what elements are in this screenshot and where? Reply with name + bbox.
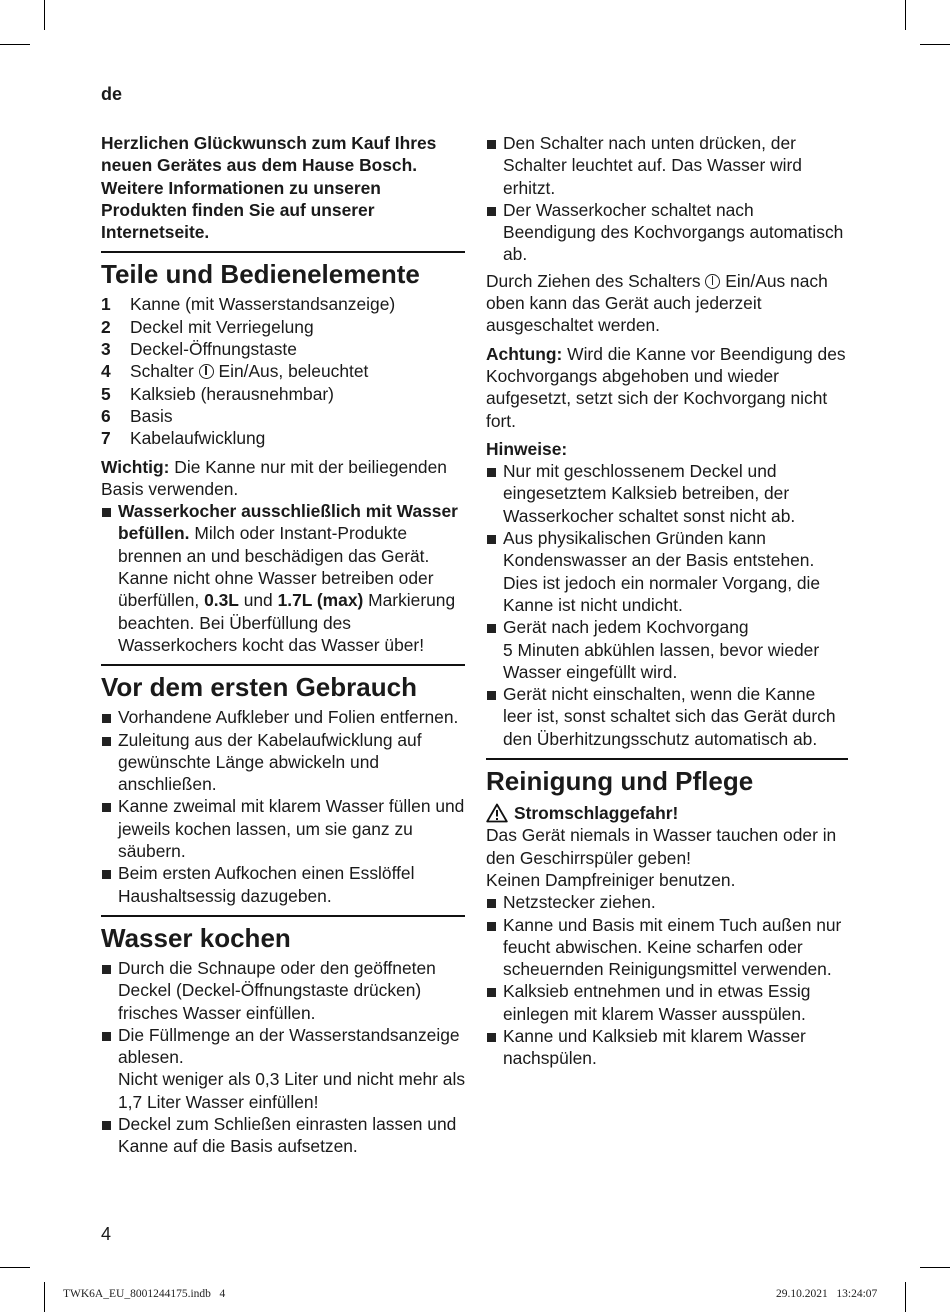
- list-item: Wasserkocher ausschließlich mit Wasser befüllen. Milch oder Instant-Produkte brennen an und beschädigen das Gerät. Kanne nicht ohne Wasser betreiben oder überfüllen, 0.3L und 1.7L (max) Markierung beachten. Bei Überfüllung des Wasserkochers kocht das Wasser über!: [101, 500, 465, 656]
- parts-list: [101, 293, 465, 449]
- warning-text: Das Gerät niemals in Wasser tauchen oder in den Geschirrspüler geben!: [486, 825, 837, 868]
- list-item: Durch die Schnaupe oder den geöffneten Deckel (Deckel-Öffnungstaste drücken) frisches Wasser einfüllen.: [101, 957, 465, 1024]
- power-icon: [199, 364, 214, 379]
- section-title-care: Reinigung und Pflege: [486, 758, 848, 798]
- important-list: [101, 500, 465, 656]
- list-item: 7 Kabelaufwicklung: [101, 428, 266, 449]
- file-name: TWK6A_EU_8001244175.indb 4: [63, 1288, 226, 1300]
- warning-triangle-icon: [486, 803, 508, 823]
- list-item: 1 Kanne (mit Wasserstandsanzeige): [101, 294, 396, 315]
- page-number: 4: [101, 1224, 112, 1244]
- list-item: Die Füllmenge an der Wasserstandsanzeige ablesen. Nicht weniger als 0,3 Liter und nicht mehr als 1,7 Liter Wasser einfüllen!: [101, 1024, 465, 1113]
- crop-mark: [920, 44, 950, 45]
- list-item: Zuleitung aus der Kabelaufwicklung auf gewünschte Länge abwickeln und anschließen.: [101, 729, 465, 796]
- list-item: Vorhandene Aufkleber und Folien entfernen.: [101, 706, 465, 728]
- section-title-boil: Wasser kochen: [101, 915, 465, 955]
- list-item: 2 Deckel mit Verriegelung: [101, 316, 314, 337]
- list-item: 6 Basis: [101, 405, 173, 426]
- first-use-list: [101, 706, 465, 907]
- crop-mark: [44, 1282, 45, 1312]
- language-label: de: [101, 84, 123, 104]
- print-date: 29.10.2021 13:24:07: [776, 1288, 878, 1300]
- list-item: Der Wasserkocher schaltet nach Beendigung des Kochvorgangs automatisch ab.: [486, 199, 848, 266]
- list-item: 3 Deckel-Öffnungstaste: [101, 339, 297, 360]
- list-item: Kanne und Kalksieb mit klarem Wasser nachspülen.: [486, 1025, 848, 1070]
- list-item: 5 Kalksieb (herausnehmbar): [101, 383, 334, 404]
- list-item: Kalksieb entnehmen und in etwas Essig einlegen mit klarem Wasser ausspülen.: [486, 980, 848, 1025]
- intro-text: Herzlichen Glückwunsch zum Kauf Ihres neuen Gerätes aus dem Hause Bosch. Weitere Informationen zu unseren Produkten finden Sie auf unserer Internetseite.: [101, 133, 437, 243]
- right-column: [486, 132, 848, 1074]
- list-item: Kanne zweimal mit klarem Wasser füllen und jeweils kochen lassen, um sie ganz zu säubern.: [101, 795, 465, 862]
- list-item: Gerät nach jedem Kochvorgang 5 Minuten abkühlen lassen, bevor wieder Wasser eingefüllt wird.: [486, 616, 848, 683]
- notes-title: Hinweise:: [486, 438, 568, 459]
- care-list: [486, 891, 848, 1069]
- crop-mark: [920, 1267, 950, 1268]
- power-icon: [705, 274, 720, 289]
- switch-note: Durch Ziehen des Schalters Ein/Aus nach oben kann das Gerät auch jederzeit ausgeschaltet werden.: [486, 270, 828, 336]
- warning-text: Keinen Dampfreiniger benutzen.: [486, 869, 736, 890]
- boil-list-continued: [486, 132, 848, 266]
- list-item: 4 Schalter Ein/Aus, beleuchtet: [101, 361, 369, 382]
- list-item: Aus physikalischen Gründen kann Kondenswasser an der Basis entstehen. Dies ist jedoch ein normaler Vorgang, die Kanne ist nicht undicht.: [486, 527, 848, 616]
- list-item: Deckel zum Schließen einrasten lassen und Kanne auf die Basis aufsetzen.: [101, 1113, 465, 1158]
- notes-list: [486, 460, 848, 750]
- list-item: Kanne und Basis mit einem Tuch außen nur feucht abwischen. Keine scharfen oder scheuernden Reinigungsmittel verwenden.: [486, 914, 848, 981]
- left-column: [101, 132, 465, 1162]
- important-note: Wichtig: Die Kanne nur mit der beiliegenden Basis verwenden.: [101, 456, 447, 499]
- crop-mark: [44, 0, 45, 30]
- boil-list: [101, 957, 465, 1158]
- crop-mark: [905, 1282, 906, 1312]
- list-item: Beim ersten Aufkochen einen Esslöffel Haushaltsessig dazugeben.: [101, 862, 465, 907]
- attention-note: Achtung: Wird die Kanne vor Beendigung des Kochvorgangs abgehoben und wieder aufgesetzt, setzt sich der Kochvorgang nicht fort.: [486, 343, 846, 431]
- section-title-parts: Teile und Bedienelemente: [101, 251, 465, 291]
- crop-mark: [905, 0, 906, 30]
- warning-title: Stromschlaggefahr!: [486, 802, 848, 824]
- crop-mark: [0, 1267, 30, 1268]
- crop-mark: [0, 44, 30, 45]
- list-item: Nur mit geschlossenem Deckel und eingesetztem Kalksieb betreiben, der Wasserkocher schaltet sonst nicht ab.: [486, 460, 848, 527]
- list-item: Netzstecker ziehen.: [486, 891, 848, 913]
- section-title-first-use: Vor dem ersten Gebrauch: [101, 664, 465, 704]
- list-item: Den Schalter nach unten drücken, der Schalter leuchtet auf. Das Wasser wird erhitzt.: [486, 132, 848, 199]
- list-item: Gerät nicht einschalten, wenn die Kanne leer ist, sonst schaltet sich das Gerät durch den Überhitzungsschutz automatisch ab.: [486, 683, 848, 750]
